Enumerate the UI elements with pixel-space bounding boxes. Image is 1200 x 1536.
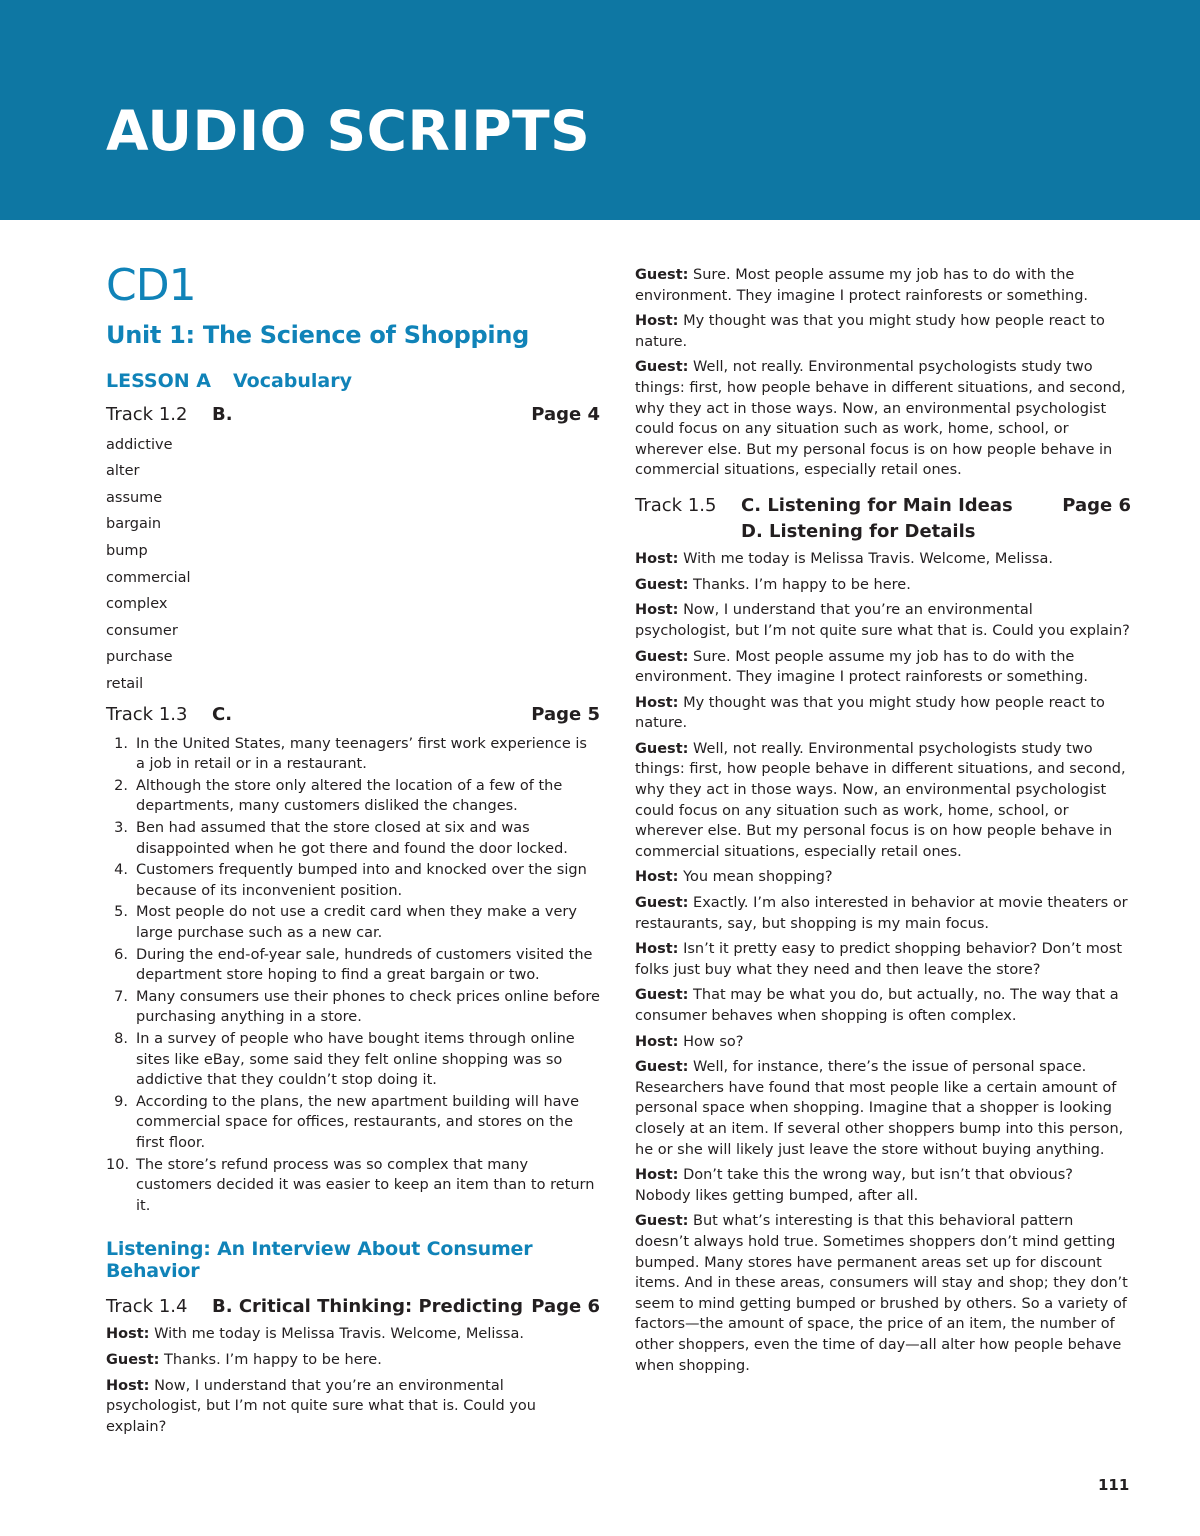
item-text: According to the plans, the new apartment building will have commercial space for offices, restaurants, and stores on the first floor.	[136, 1093, 580, 1151]
dialogue-text: Well, not really. Environmental psychologists study two things: first, how people behave in different situations, and second, why they act in those ways. Now, an environmental psychologist could focus on any situation such as work, home, school, or wherever else. But my personal focus is on how people behave in commercial situations, especially retail ones.	[635, 359, 1126, 479]
list-item	[106, 1092, 600, 1154]
track-page: Page 5	[531, 703, 600, 725]
item-text: During the end-of-year sale, hundreds of customers visited the department store hoping to find a great bargain or two.	[136, 946, 593, 984]
dialogue-text: With me today is Melissa Travis. Welcome, Melissa.	[678, 551, 1053, 568]
item-number: 2.	[114, 777, 128, 794]
dialogue-line	[635, 939, 1131, 980]
speaker-label: Guest:	[635, 267, 689, 283]
item-text: Although the store only altered the location of a few of the departments, many customers disliked the changes.	[136, 777, 563, 815]
item-text: Customers frequently bumped into and knocked over the sign because of its inconvenient position.	[136, 862, 587, 899]
list-item	[106, 776, 600, 817]
speaker-label: Guest:	[635, 648, 689, 665]
dialogue-text: Now, I understand that you’re an environmental psychologist, but I’m not quite sure what that is. Could you explain?	[635, 602, 1130, 639]
dialogue-text: Now, I understand that you’re an environmental psychologist, but I’m not quite sure what that is. Could you explain?	[106, 1377, 536, 1435]
dialogue-text: Well, for instance, there’s the issue of personal space. Researchers have found that most people like a certain amount of personal space when shopping. Imagine that a shopper is looking closely at an item. If several other shoppers bump into this person, he or she will likely just leave the store without buying anything.	[635, 1059, 1124, 1158]
dialogue-line	[635, 265, 1131, 306]
list-item	[106, 1155, 600, 1217]
item-text: Most people do not use a credit card when they make a very large purchase such as a new car.	[136, 904, 577, 942]
sentence-list	[106, 734, 600, 1217]
dialogue-line	[635, 575, 1131, 596]
speaker-label: Guest:	[635, 1059, 689, 1076]
header-banner	[0, 0, 1200, 220]
lesson-title: Vocabulary	[232, 369, 353, 392]
dialogue-line	[635, 600, 1131, 641]
lesson-heading	[106, 370, 600, 392]
vocab-item: purchase	[106, 649, 173, 666]
dialogue-text: Thanks. I’m happy to be here.	[159, 1352, 382, 1369]
dialogue-text: Don’t take this the wrong way, but isn’t that obvious? Nobody likes getting bumped, after all.	[635, 1167, 1073, 1204]
speaker-label: Guest:	[635, 359, 689, 376]
vocab-item: retail	[106, 676, 144, 693]
dialogue-line	[106, 1376, 600, 1438]
track-title-line-2: D. Listening for Details	[741, 521, 976, 543]
speaker-label: Host:	[635, 551, 679, 568]
vocab-item: complex	[106, 596, 168, 613]
speaker-label: Host:	[106, 1326, 150, 1343]
item-text: Many consumers use their phones to check prices online before purchasing anything in a store.	[136, 988, 600, 1026]
list-item	[106, 945, 600, 986]
dialogue-line	[635, 647, 1131, 688]
track-title	[741, 493, 1062, 545]
dialogue-text: Well, not really. Environmental psychologists study two things: first, how people behave in different situations, and second, why they act in those ways. Now, an environmental psychologist could focus on any situation such as work, home, school, or wherever else. But my personal focus is on how people behave in commercial situations, especially retail ones.	[635, 740, 1126, 860]
dialogue-line	[635, 1211, 1131, 1376]
item-text: Ben had assumed that the store closed at six and was disappointed when he got there and found the door locked.	[136, 820, 568, 857]
item-number: 1.	[114, 735, 128, 752]
track-heading-1-2	[106, 402, 600, 428]
dialogue-line	[635, 893, 1131, 934]
dialogue-line	[635, 1032, 1131, 1053]
speaker-label: Host:	[106, 1377, 150, 1394]
track-page: Page 6	[1062, 494, 1131, 516]
dialogue-text: How so?	[678, 1033, 744, 1050]
dialogue-line	[635, 1057, 1131, 1160]
speaker-label: Host:	[635, 313, 679, 330]
vocab-item: consumer	[106, 622, 178, 639]
track-title-line-1: C. Listening for Main Ideas	[741, 494, 1013, 516]
dialogue-line	[106, 1350, 600, 1371]
dialogue-text: Exactly. I’m also interested in behavior at movie theaters or restaurants, say, but shopping is my main focus.	[635, 895, 1128, 932]
speaker-label: Guest:	[635, 987, 689, 1004]
speaker-label: Guest:	[635, 576, 689, 593]
speaker-label: Host:	[635, 1167, 679, 1184]
dialogue-line	[635, 1165, 1131, 1206]
track-title: B. Critical Thinking: Predicting	[212, 1296, 523, 1318]
dialogue-line	[635, 357, 1131, 481]
dialogue-block	[635, 265, 1131, 481]
item-number: 7.	[114, 988, 128, 1005]
track-number: Track 1.4	[106, 1296, 188, 1318]
dialogue-text: You mean shopping?	[678, 869, 833, 886]
item-number: 4.	[114, 862, 128, 879]
page-title: AUDIO SCRIPTS	[106, 99, 591, 163]
item-number: 5.	[114, 904, 128, 921]
left-column	[106, 262, 600, 1442]
track-page: Page 6	[531, 1296, 600, 1318]
dialogue-block	[635, 549, 1131, 1376]
item-text: In a survey of people who have bought items through online sites like eBay, some said they felt online shopping was so addictive that they couldn’t stop doing it.	[136, 1031, 575, 1089]
item-number: 10.	[106, 1156, 130, 1173]
track-title: B.	[212, 403, 233, 425]
speaker-label: Guest:	[635, 1213, 689, 1230]
item-number: 8.	[114, 1031, 128, 1048]
dialogue-line	[106, 1324, 600, 1345]
list-item	[106, 1029, 600, 1091]
dialogue-text: Isn’t it pretty easy to predict shopping behavior? Don’t most folks just buy what they need and then leave the store?	[635, 941, 1123, 978]
item-number: 6.	[114, 946, 128, 963]
item-number: 9.	[114, 1093, 128, 1110]
speaker-label: Host:	[635, 1033, 679, 1050]
speaker-label: Guest:	[635, 740, 689, 757]
speaker-label: Host:	[635, 694, 679, 711]
vocab-item: bargain	[106, 516, 162, 533]
track-number: Track 1.3	[106, 703, 188, 725]
item-number: 3.	[114, 820, 128, 837]
vocab-item: commercial	[106, 569, 191, 586]
dialogue-text: My thought was that you might study how people react to nature.	[635, 313, 1105, 350]
dialogue-line	[635, 311, 1131, 352]
dialogue-text: Thanks. I’m happy to be here.	[688, 576, 911, 593]
dialogue-line	[635, 549, 1131, 570]
listening-heading: Listening: An Interview About Consumer Behavior	[106, 1238, 533, 1283]
list-item	[106, 987, 600, 1028]
dialogue-text: That may be what you do, but actually, no. The way that a consumer behaves when shopping is often complex.	[635, 987, 1119, 1024]
dialogue-line	[635, 739, 1131, 863]
track-heading-1-4	[106, 1294, 600, 1320]
track-number: Track 1.2	[106, 403, 188, 425]
page-number: 111	[1098, 1476, 1130, 1494]
speaker-label: Host:	[635, 941, 679, 958]
track-number: Track 1.5	[635, 494, 717, 516]
speaker-label: Host:	[635, 869, 679, 886]
dialogue-text: Sure. Most people assume my job has to do with the environment. They imagine I protect rainforests or something.	[635, 267, 1089, 304]
list-item	[106, 902, 600, 943]
speaker-label: Host:	[635, 602, 679, 619]
item-text: The store’s refund process was so complex that many customers decided it was easier to keep an item than to return it.	[136, 1156, 595, 1214]
list-item	[106, 734, 600, 775]
vocab-item: assume	[106, 489, 163, 506]
dialogue-text: My thought was that you might study how people react to nature.	[635, 694, 1105, 732]
list-item	[106, 860, 600, 901]
track-heading-1-5	[635, 493, 1131, 545]
unit-heading: Unit 1: The Science of Shopping	[106, 321, 530, 350]
right-column	[635, 265, 1131, 1381]
dialogue-text: With me today is Melissa Travis. Welcome, Melissa.	[149, 1326, 524, 1343]
vocab-item: addictive	[106, 436, 173, 453]
speaker-label: Guest:	[106, 1352, 160, 1369]
dialogue-line	[635, 867, 1131, 888]
dialogue-text: Sure. Most people assume my job has to do with the environment. They imagine I protect rainforests or something.	[635, 648, 1089, 686]
lesson-label: LESSON A	[106, 369, 211, 392]
track-title: C.	[212, 703, 233, 725]
vocab-item: alter	[106, 463, 140, 480]
track-heading-1-3	[106, 702, 600, 728]
vocabulary-list	[106, 432, 600, 698]
dialogue-line	[635, 985, 1131, 1026]
list-item	[106, 818, 600, 859]
dialogue-block	[106, 1324, 600, 1437]
dialogue-line	[635, 693, 1131, 734]
dialogue-text: But what’s interesting is that this behavioral pattern doesn’t always hold true. Sometimes shoppers don’t mind getting bumped. Many stores have permanent areas set up for discount items. And in these areas, consumers will stay and shop; they don’t seem to mind getting bumped or brushed by others. So a variety of factors—the amount of space, the price of an item, the number of other shoppers, even the time of day—all alter how people behave when shopping.	[635, 1213, 1128, 1374]
cd-heading: CD1	[106, 260, 196, 311]
vocab-item: bump	[106, 543, 148, 560]
track-page: Page 4	[531, 403, 600, 425]
speaker-label: Guest:	[635, 895, 689, 912]
item-text: In the United States, many teenagers’ first work experience is a job in retail or in a restaurant.	[136, 735, 587, 773]
